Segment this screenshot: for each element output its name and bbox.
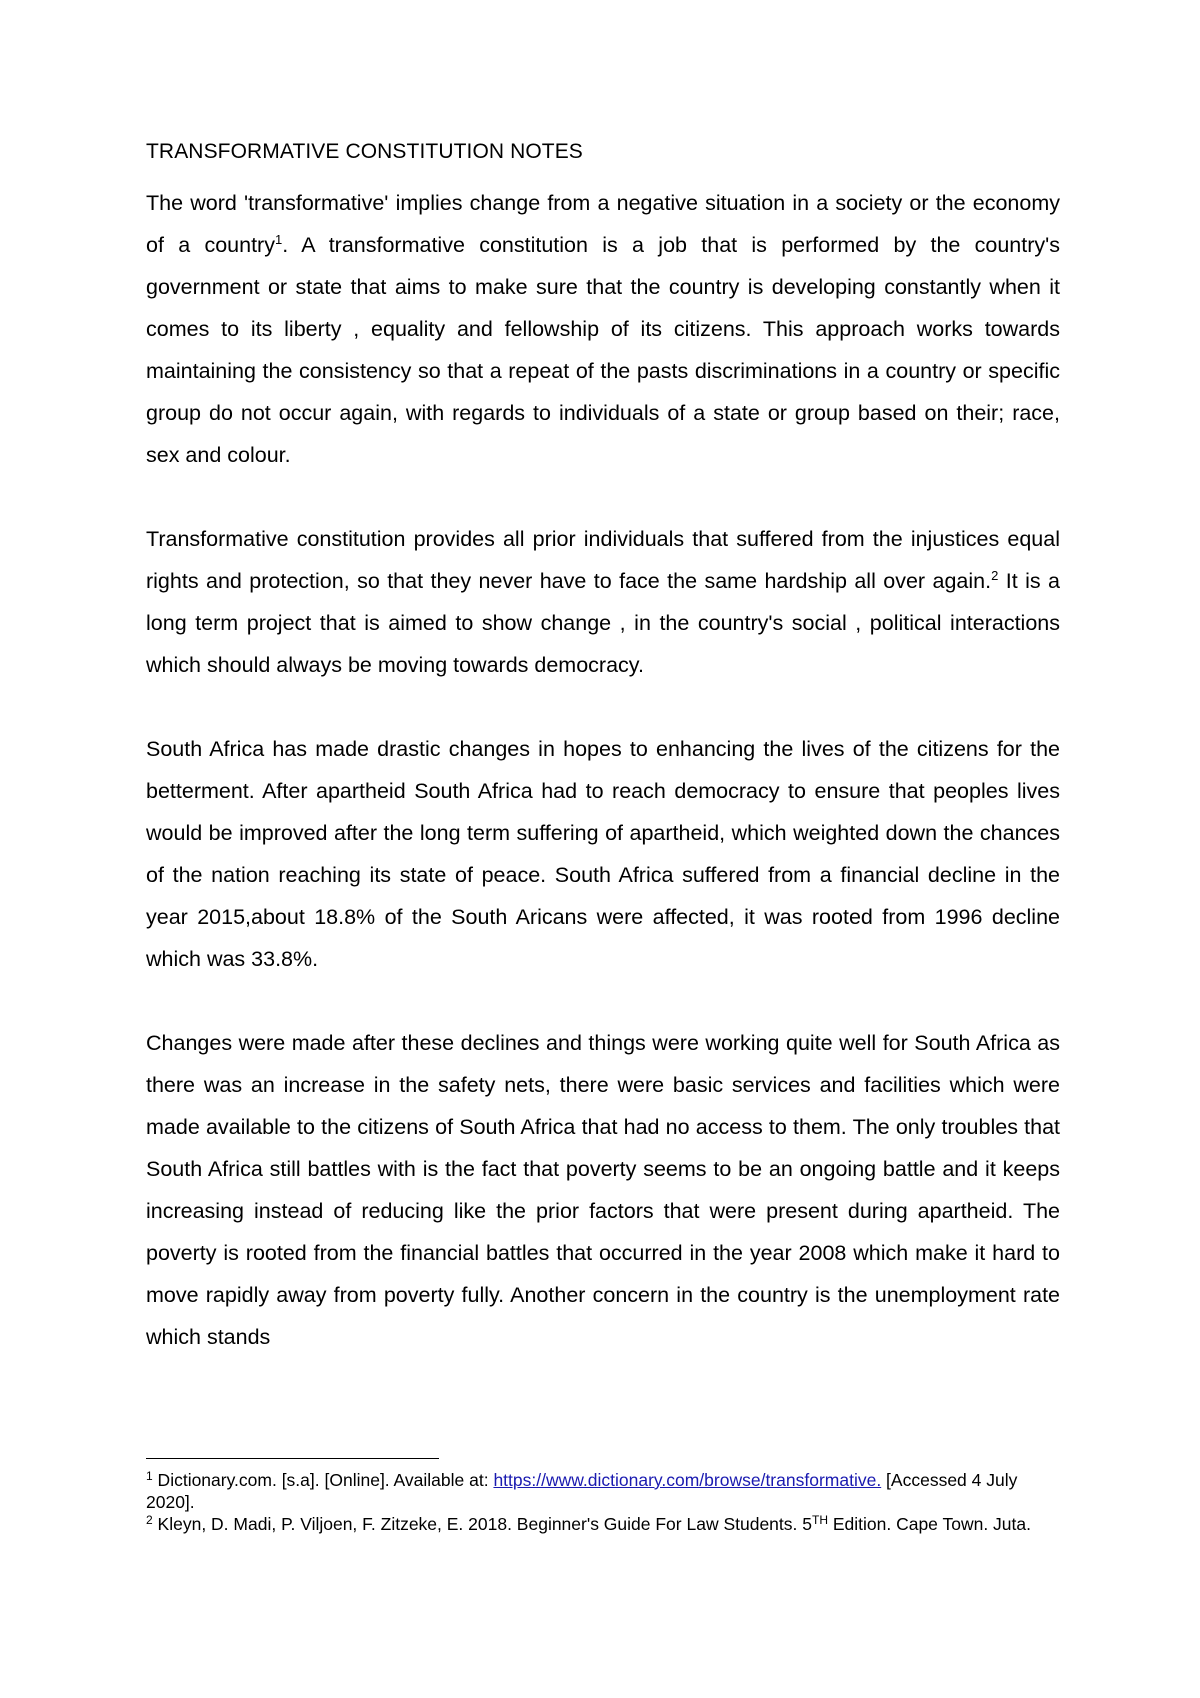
- paragraph-3: South Africa has made drastic changes in hopes to enhancing the lives of the citizens for the betterment. After apartheid South Africa had to reach democracy to ensure that peoples lives would be improved after the long term suffering of apartheid, which weighted down the chances of the nation reaching its state of peace. South Africa suffered from a financial decline in the year 2015,about 18.8% of the South Aricans were affected, it was rooted from 1996 decline which was 33.8%.: [146, 737, 1060, 971]
- footnote-ref-1[interactable]: 1: [274, 232, 283, 247]
- footnote-2-text: Kleyn, D. Madi, P. Viljoen, F. Zitzeke, E. 2018. Beginner's Guide For Law Students. 5: [152, 1514, 812, 1534]
- paragraph-4: Changes were made after these declines and things were working quite well for South Africa as there was an increase in the safety nets, there were basic services and facilities which were made available to the citizens of South Africa that had no access to them. The only troubles that South Africa still battles with is the fact that poverty seems to be an ongoing battle and it keeps increasing instead of reducing like the prior factors that were present during apartheid. The poverty is rooted from the financial battles that occurred in the year 2008 which make it hard to move rapidly away from poverty fully. Another concern in the country is the unemployment rate which stands: [146, 1031, 1060, 1349]
- paragraph-1-text-cont: . A transformative constitution is a job that is performed by the country's government or state that aims to make sure that the country is developing constantly when it comes to its liberty , equality and fellowship of its citizens. This approach works towards maintaining the consistency so that a repeat of the pasts discriminations in a country or specific group do not occur again, with regards to individuals of a state or group based on their; race, sex and colour.: [146, 233, 1060, 467]
- footnote-1: [146, 1469, 1060, 1513]
- paragraph-2: [146, 518, 1060, 686]
- footnote-1-accessed: [Accessed 4 July 2020].: [146, 1470, 1018, 1512]
- footnote-ref-2[interactable]: 2: [991, 568, 999, 583]
- document-title: TRANSFORMATIVE CONSTITUTION NOTES: [146, 140, 583, 163]
- paragraph-2-text: Transformative constitution provides all prior individuals that suffered from the injustices equal rights and protection, so that they never have to face the same hardship all over again.: [146, 527, 1060, 593]
- footnote-1-number: 1: [146, 1469, 153, 1483]
- footnote-separator: [146, 1458, 439, 1459]
- paragraph-1-text: The word 'transformative' implies change from a negative situation in a society or the economy of a country: [146, 191, 1060, 257]
- paragraph-1: [146, 182, 1060, 476]
- footnote-1-link[interactable]: https://www.dictionary.com/browse/transformative.: [493, 1470, 882, 1490]
- paragraph-2-text-cont: It is a long term project that is aimed to show change , in the country's social , political interactions which should always be moving towards democracy.: [146, 569, 1061, 677]
- footnote-2-edition-suffix: TH: [811, 1513, 828, 1527]
- footnote-2: [146, 1513, 1060, 1535]
- footnote-2-text-cont: Edition. Cape Town. Juta.: [827, 1514, 1031, 1534]
- document-body: [146, 140, 1060, 1400]
- footnotes-section: [146, 1458, 1060, 1535]
- footnote-1-text: Dictionary.com. [s.a]. [Online]. Available at:: [152, 1470, 494, 1490]
- footnote-2-number: 2: [146, 1513, 153, 1527]
